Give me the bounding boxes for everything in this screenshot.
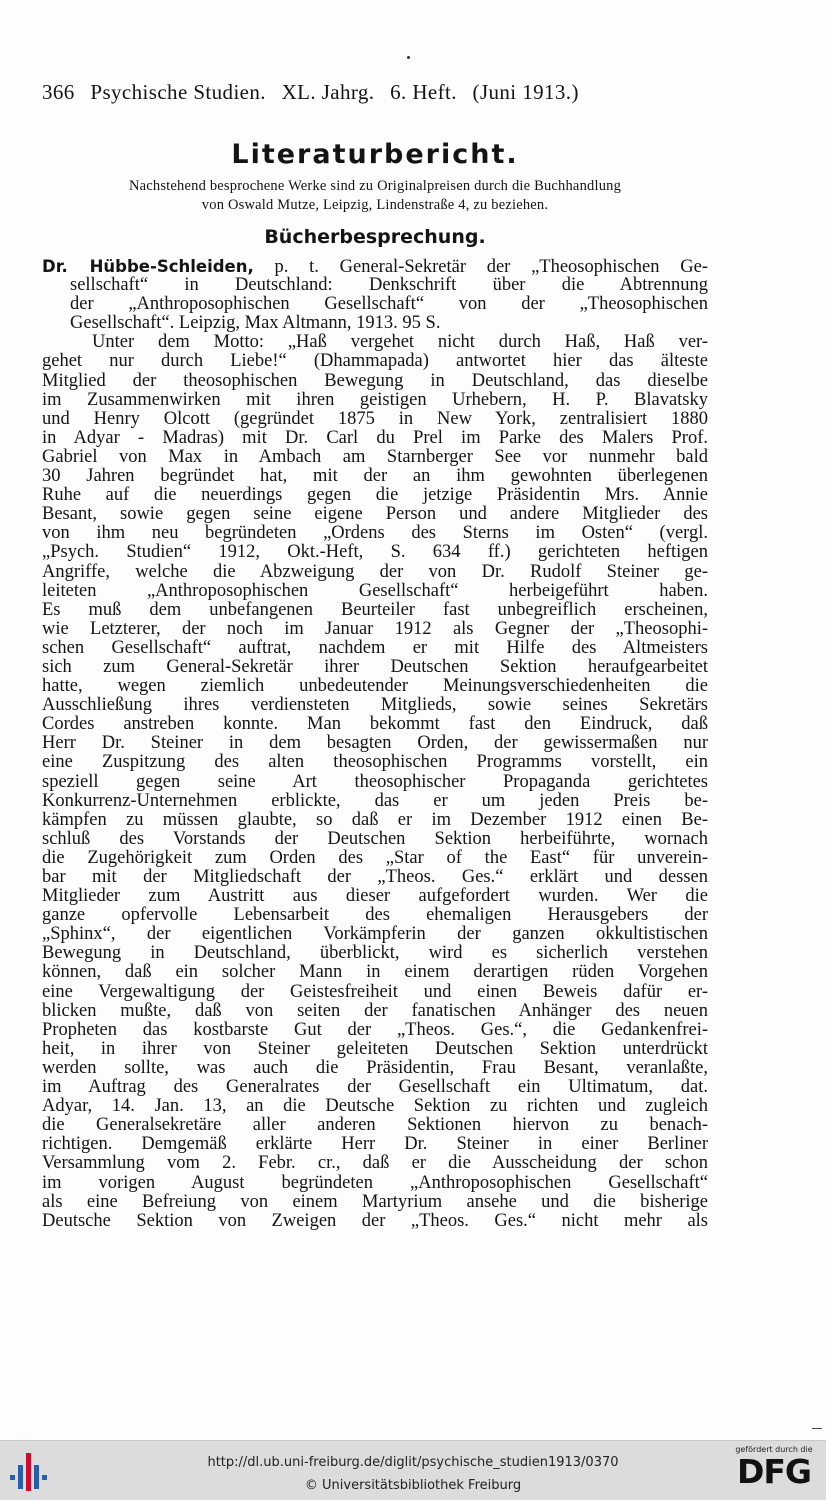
body-line: bar mit der Mitgliedschaft der „Theos. Ges.“ erklärt und dessen (42, 867, 708, 887)
body-line: Cordes anstreben konnte. Man bekommt fast den Eindruck, daß (42, 714, 708, 735)
body-line: Herr Dr. Steiner in dem besagten Orden, der gewissermaßen nur (42, 733, 708, 754)
copyright-notice: © Universitätsbibliothek Freiburg (304, 1478, 522, 1493)
body-line: 30 Jahren begründet hat, mit der an ihm gewohnten überlegenen (42, 466, 708, 487)
scan-dot (407, 56, 410, 59)
dfg-logo-text: DFG (736, 1452, 812, 1491)
body-line: schluß des Vorstands der Deutschen Sektion herbeiführte, wornach (42, 828, 708, 849)
body-line: leiteten „Anthroposophischen Gesellschaft“ herbeigeführt haben. (42, 580, 708, 601)
issue-date: (Juni 1913.) (472, 80, 579, 104)
body-line: als eine Befreiung von einem Martyrium ansehe und die bisherige (42, 1191, 708, 1212)
purchase-note-line-1: Nachstehend besprochene Werke sind zu Originalpreisen durch die Buchhandlung (128, 178, 622, 194)
body-line: Adyar, 14. Jan. 13, an die Deutsche Sektion zu richten und zugleich (42, 1096, 708, 1117)
body-line: ganze opfervolle Lebensarbeit des ehemaligen Herausgebers der (42, 905, 708, 926)
volume: XL. Jahrg. (281, 80, 375, 104)
reviewed-author: Dr. Hübbe-Schleiden, (42, 257, 254, 276)
purchase-note-line-2: von Oswald Mutze, Leipzig, Lindenstraße 4, zu beziehen. (201, 197, 549, 213)
body-line: im vorigen August begründeten „Anthroposophischen Gesellschaft“ (42, 1172, 708, 1193)
body-line: eine Zuspitzung des alten theosophischen Programms vorstellt, ein (42, 752, 708, 773)
review-text (42, 257, 708, 1231)
body-line: gehet nur durch Liebe!“ (Dhammapada) antwortet hier das älteste (42, 351, 708, 372)
body-line: und Henry Olcott (gegründet 1875 in New York, zentralisiert 1880 (42, 408, 708, 429)
viewer-footer (0, 1440, 826, 1500)
body-line: Propheten das kostbarste Gut der „Theos. Ges.“, die Gedankenfrei- (42, 1019, 708, 1040)
body-line: Mitglieder zum Austritt aus dieser aufgefordert wurden. Wer die (42, 886, 708, 907)
body-line: Deutsche Sektion von Zweigen der „Theos. Ges.“ nicht mehr als (42, 1210, 708, 1231)
body-line: Ausschließung ihres verdiensteten Mitglieds, sowie seines Sekretärs (42, 695, 708, 716)
body-line: in Adyar - Madras) mit Dr. Carl du Prel im Parke des Malers Prof. (42, 427, 708, 448)
body-line: Versammlung vom 2. Febr. cr., daß er die Ausscheidung der schon (42, 1153, 708, 1174)
body-line: Ruhe auf die neuerdings gegen die jetzige Präsidentin Mrs. Annie (42, 485, 708, 506)
body-line: werden sollte, was auch die Präsidentin, Frau Besant, veranlaßte, (42, 1057, 708, 1078)
citation-line-3: der „Anthroposophischen Gesellschaft“ von der „Theosophischen (70, 294, 708, 315)
body-line: die Generalsekretäre aller anderen Sektionen hiervon zu benach- (42, 1115, 708, 1136)
body-line: Konkurrenz-Unternehmen erblickte, das er um jeden Preis be- (42, 790, 708, 811)
dfg-logo (728, 1445, 820, 1497)
permalink-url[interactable]: http://dl.ub.uni-freiburg.de/diglit/psychische_studien1913/0370 (207, 1455, 619, 1470)
citation-line-2: sellschaft“ in Deutschland: Denkschrift über die Abtrennung (70, 275, 708, 296)
journal-name: Psychische Studien. (90, 80, 266, 104)
body-line: schen Gesellschaft“ auftrat, nachdem er mit Hilfe des Altmeisters (42, 637, 708, 658)
running-head (42, 80, 742, 105)
body-line: die Zugehörigkeit zum Orden des „Star of the East“ für unverein- (42, 847, 708, 868)
funder-text: gefördert durch die (735, 1445, 813, 1454)
body-line: hatte, wegen ziemlich unbedeutender Meinungsverschiedenheiten die (42, 676, 708, 697)
body-line: speziell gegen seine Art theosophischer Propaganda gerichtetes (42, 771, 708, 792)
body-line: im Zusammenwirken mit ihren geistigen Urhebern, H. P. Blavatsky (42, 389, 708, 410)
edge-mark (812, 1428, 822, 1429)
issue: 6. Heft. (390, 80, 457, 104)
citation-line-4: Gesellschaft“. Leipzig, Max Altmann, 1913. 95 S. (70, 313, 441, 334)
page-number: 366 (42, 80, 75, 104)
body-line: Mitglied der theosophischen Bewegung in Deutschland, das dieselbe (42, 370, 708, 391)
body-line: von ihm neu begründeten „Ordens des Sterns im Osten“ (vergl. (42, 523, 708, 544)
body-line: „Psych. Studien“ 1912, Okt.-Heft, S. 634 ff.) gerichteten heftigen (42, 542, 708, 563)
body-line: können, daß ein solcher Mann in einem derartigen rüden Vorgehen (42, 962, 708, 983)
body-line: Unter dem Motto: „Haß vergehet nicht durch Haß, Haß ver- (92, 332, 708, 353)
body-line: richtigen. Demgemäß erklärte Herr Dr. Steiner in einer Berliner (42, 1134, 708, 1155)
body-line: sich zum General-Sekretär ihrer Deutschen Sektion heraufgearbeitet (42, 656, 708, 677)
body-line: im Auftrag des Generalrates der Gesellschaft ein Ultimatum, dat. (42, 1077, 708, 1098)
body-line: eine Vergewaltigung der Geistesfreiheit und einen Beweis dafür er- (42, 981, 708, 1002)
body-line: Angriffe, welche die Abzweigung der von Dr. Rudolf Steiner ge- (42, 561, 708, 582)
body-line: Bewegung in Deutschland, überblickt, wird es sicherlich verstehen (42, 943, 708, 964)
body-line: blicken mußte, daß von seiten der fanatischen Anhänger des neuen (42, 1000, 708, 1021)
body-line: Gabriel von Max in Ambach am Starnberger See vor nunmehr bald (42, 446, 708, 467)
body-line: Besant, sowie gegen seine eigene Person und andere Mitglieder des (42, 504, 708, 525)
citation-line-1: Dr. Hübbe-Schleiden, p. t. General-Sekretär der „Theosophischen Ge- (42, 257, 708, 277)
section-title: Literaturbericht. (231, 139, 519, 170)
body-line: „Sphinx“, der eigentlichen Vorkämpferin der ganzen okkultistischen (42, 924, 708, 945)
body-line: kämpfen zu müssen glaubte, so daß er im Dezember 1912 einen Be- (42, 809, 708, 830)
body-line: heit, in ihrer von Steiner geleiteten Deutschen Sektion unterdrückt (42, 1038, 708, 1059)
body-line: wie Letzterer, der noch im Januar 1912 als Gegner der „Theosophi- (42, 618, 708, 639)
body-line: Es muß dem unbefangenen Beurteiler fast unbegreiflich erscheinen, (42, 599, 708, 620)
section-subtitle: Bücherbesprechung. (264, 226, 486, 248)
